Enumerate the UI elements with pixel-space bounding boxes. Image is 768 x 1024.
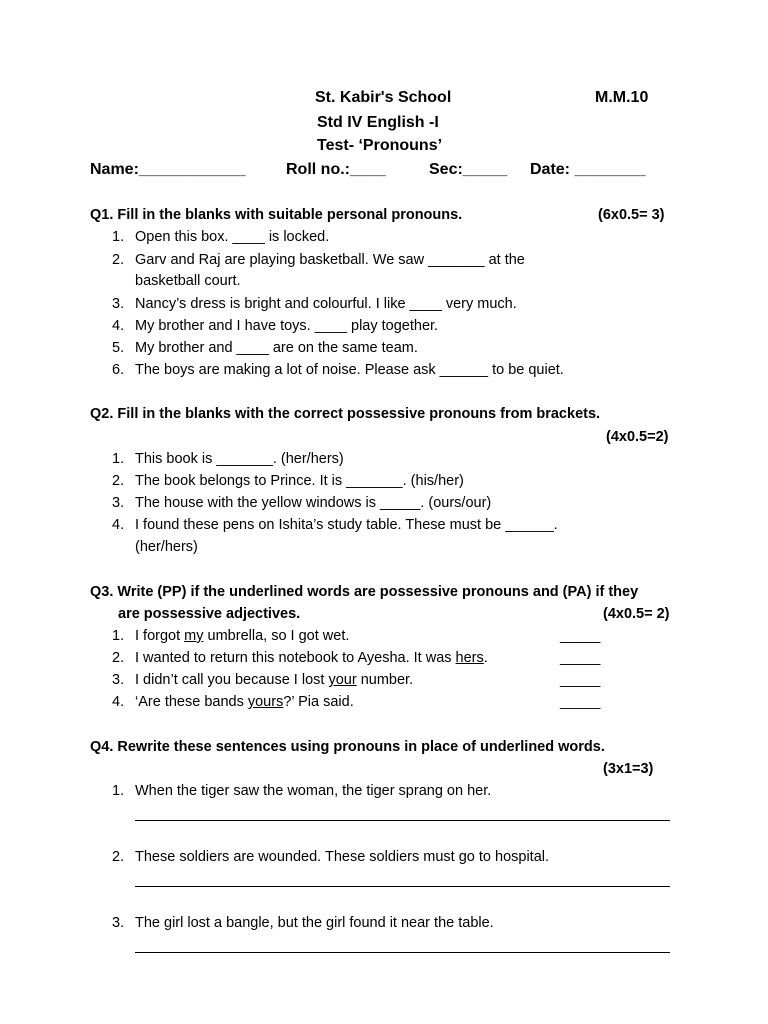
q4-item-3: The girl lost a bangle, but the girl found it near the table. [135, 915, 494, 931]
q1-item-5: My brother and ____ are on the same team. [135, 340, 418, 356]
q2-item-number: 4. [112, 517, 125, 533]
q1-item-number: 1. [112, 229, 125, 245]
q1-item-number: 2. [112, 252, 125, 268]
roll-field-label: Roll no.:____ [286, 161, 386, 178]
q2-item-1: This book is _______. (her/hers) [135, 451, 344, 467]
q4-item-number: 3. [112, 915, 125, 931]
q2-item-3: The house with the yellow windows is _____. (ours/our) [135, 495, 492, 511]
q4-title: Q4. Rewrite these sentences using pronouns in place of underlined words. [90, 739, 605, 755]
q3-item-number: 4. [112, 694, 125, 710]
q1-item-2-continued: basketball court. [135, 273, 241, 289]
test-title: Test- ‘Pronouns’ [317, 137, 443, 154]
q3-answer-blank: _____ [560, 694, 601, 710]
school-name: St. Kabir's School [315, 89, 452, 106]
q1-item-number: 5. [112, 340, 125, 356]
section-field-label: Sec:_____ [429, 161, 508, 178]
q1-title: Q1. Fill in the blanks with suitable personal pronouns. [90, 207, 463, 223]
q1-item-1: Open this box. ____ is locked. [135, 229, 330, 245]
max-marks: M.M.10 [595, 89, 649, 106]
q1-item-6: The boys are making a lot of noise. Please ask ______ to be quiet. [135, 362, 564, 378]
q1-item-number: 6. [112, 362, 125, 378]
q3-answer-blank: _____ [560, 628, 601, 644]
q2-item-number: 2. [112, 473, 125, 489]
q3-item-number: 2. [112, 650, 125, 666]
q3-item-number: 1. [112, 628, 125, 644]
q3-title-continued: are possessive adjectives. [118, 606, 301, 622]
q3-answer-blank: _____ [560, 672, 601, 688]
q3-item-1: I forgot my umbrella, so I got wet. [135, 628, 350, 644]
q2-marks: (4x0.5=2) [606, 429, 669, 445]
q4-item-1: When the tiger saw the woman, the tiger sprang on her. [135, 783, 492, 799]
q2-title: Q2. Fill in the blanks with the correct possessive pronouns from brackets. [90, 406, 601, 422]
q1-item-4: My brother and I have toys. ____ play together. [135, 318, 439, 334]
class-subject: Std IV English -I [317, 114, 439, 131]
q1-item-number: 4. [112, 318, 125, 334]
q4-answer-line [135, 886, 670, 887]
q3-answer-blank: _____ [560, 650, 601, 666]
q1-item-2: Garv and Raj are playing basketball. We saw _______ at the [135, 252, 525, 268]
q3-item-number: 3. [112, 672, 125, 688]
q2-item-number: 1. [112, 451, 125, 467]
name-field-label: Name:____________ [90, 161, 246, 178]
q2-item-2: The book belongs to Prince. It is _______. (his/her) [135, 473, 464, 489]
q3-item-4: ‘Are these bands yours?’ Pia said. [135, 694, 354, 710]
q2-item-number: 3. [112, 495, 125, 511]
q4-item-number: 2. [112, 849, 125, 865]
underlined-word: my [184, 628, 204, 644]
q3-title: Q3. Write (PP) if the underlined words are possessive pronouns and (PA) if they [90, 584, 639, 600]
q1-item-3: Nancy’s dress is bright and colourful. I like ____ very much. [135, 296, 517, 312]
q2-item-4: I found these pens on Ishita’s study table. These must be ______. [135, 517, 558, 533]
q4-answer-line [135, 952, 670, 953]
q4-answer-line [135, 820, 670, 821]
q1-marks: (6x0.5= 3) [598, 207, 665, 223]
date-field-label: Date: ________ [530, 161, 646, 178]
q3-item-3: I didn’t call you because I lost your number. [135, 672, 414, 688]
q4-item-2: These soldiers are wounded. These soldiers must go to hospital. [135, 849, 550, 865]
q3-marks: (4x0.5= 2) [603, 606, 670, 622]
q3-item-2: I wanted to return this notebook to Ayesha. It was hers. [135, 650, 488, 666]
underlined-word: hers [455, 650, 484, 666]
underlined-word: your [328, 672, 357, 688]
q1-item-number: 3. [112, 296, 125, 312]
q2-item-4-continued: (her/hers) [135, 539, 198, 555]
q4-item-number: 1. [112, 783, 125, 799]
underlined-word: yours [247, 694, 284, 710]
q4-marks: (3x1=3) [603, 761, 654, 777]
